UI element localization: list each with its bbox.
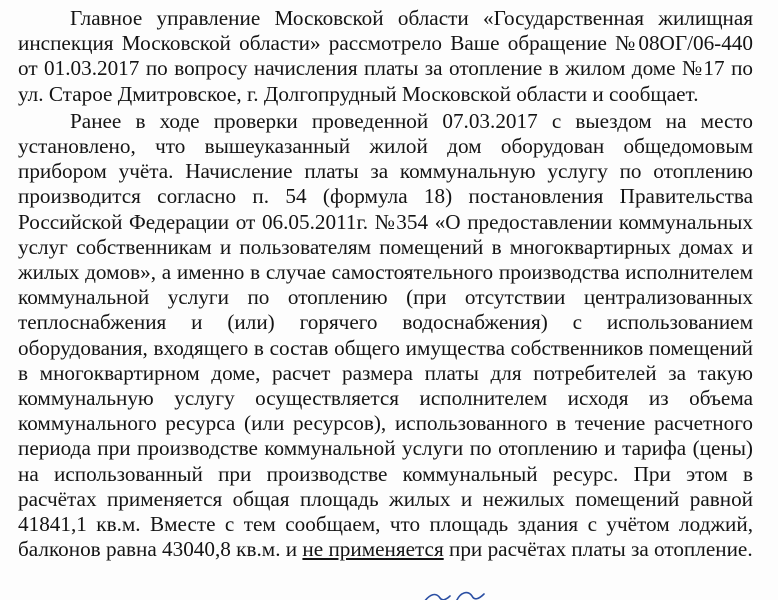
paragraph-inspection-tail: при расчётах платы за отопление. — [449, 537, 753, 562]
paragraph-intro-text: Главное управление Московской области «Государственная жилищная инспекция Московской области» рассмотрело Ваше обращение №08ОГ/06-440 от 01.03.2017 по вопросу начисления платы за отопление в жилом доме №17 по ул. Старое Дмитровское, г. Долгопрудный Московской области и сообщает. — [18, 6, 753, 106]
paragraph-intro — [18, 6, 753, 107]
letter-body — [18, 6, 753, 562]
paragraph-inspection-text: Ранее в ходе проверки проведенной 07.03.2017 с выездом на место установлено, что вышеуказанный жилой дом оборудован общедомовым прибором учёта. Начисление платы за коммунальную услугу по отоплению производится согласно п. 54 (формула 18) постановления Правительства Российской Федерации от 06.05.2011г. №354 «О предоставлении коммунальных услуг собственникам и пользователям помещений в многоквартирных домах и жилых домов», а именно в случае самостоятельного производства исполнителем коммунальной услуги по отоплению (при отсутствии централизованных теплоснабжения и (или) горячего водоснабжения) с использованием оборудования, входящего в состав общего имущества собственников помещений в многоквартирном доме, расчет размера платы для потребителей за такую коммунальную услугу осуществляется исполнителем исходя из объема коммунального ресурса (или ресурсов), использованного в течение расчетного периода при производстве коммунальной услуги по отоплению и тарифа (цены) на использованный при производстве коммунальный ресурс. При этом в расчётах применяется общая площадь жилых и нежилых помещений равной 41841,1 кв.м. Вместе с тем сообщаем, что площадь здания с учётом лоджий, балконов равна 43040,8 кв.м. и — [18, 108, 753, 562]
paragraph-inspection — [18, 109, 753, 563]
signature-fragment — [420, 588, 490, 600]
underlined-phrase: не применяется — [302, 537, 444, 562]
